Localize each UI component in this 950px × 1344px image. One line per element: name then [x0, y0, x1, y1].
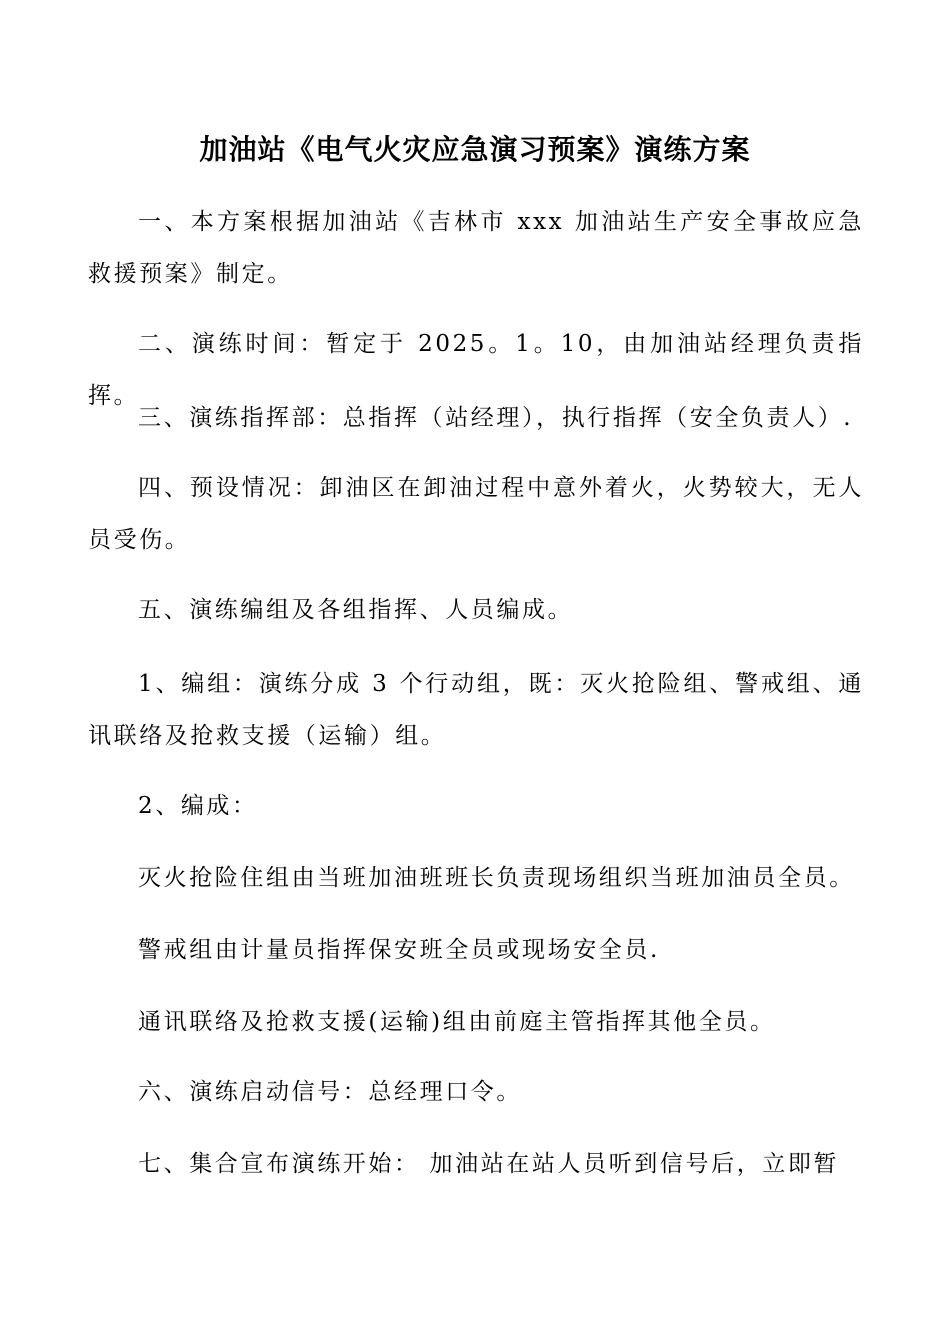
paragraph-scenario: 四、预设情况：卸油区在卸油过程中意外着火，火势较大，无人员受伤。 [88, 475, 864, 553]
paragraph-firefighting-group: 灭火抢险住组由当班加油班班长负责现场组织当班加油员全员。 [138, 865, 855, 891]
paragraph-composition-heading: 2、编成： [138, 793, 258, 819]
paragraph-basis: 一、本方案根据加油站《吉林市 xxx 加油站生产安全事故应急救援预案》制定。 [88, 209, 864, 287]
paragraph-start-signal: 六、演练启动信号：总经理口令。 [138, 1079, 522, 1105]
paragraph-drill-time: 二、演练时间：暂定于 2025。1。10，由加油站经理负责指挥。 [88, 331, 864, 409]
paragraph-communication-group: 通讯联络及抢救支援(运输)组由前庭主管指挥其他全员。 [138, 1009, 776, 1035]
paragraph-grouping: 1、编组：演练分成 3 个行动组，既：灭火抢险组、警戒组、通讯联络及抢救支援（运输）组。 [88, 671, 864, 749]
paragraph-security-group: 警戒组由计量员指挥保安班全员或现场安全员. [138, 937, 660, 963]
paragraph-grouping-heading: 五、演练编组及各组指挥、人员编成。 [138, 597, 574, 623]
paragraph-assembly: 七、集合宣布演练开始： 加油站在站人员听到信号后，立即暂 [138, 1151, 840, 1177]
paragraph-command: 三、演练指挥部：总指挥（站经理），执行指挥（安全负责人）. [138, 405, 854, 431]
document-title: 加油站《电气火灾应急演习预案》演练方案 [199, 133, 751, 166]
